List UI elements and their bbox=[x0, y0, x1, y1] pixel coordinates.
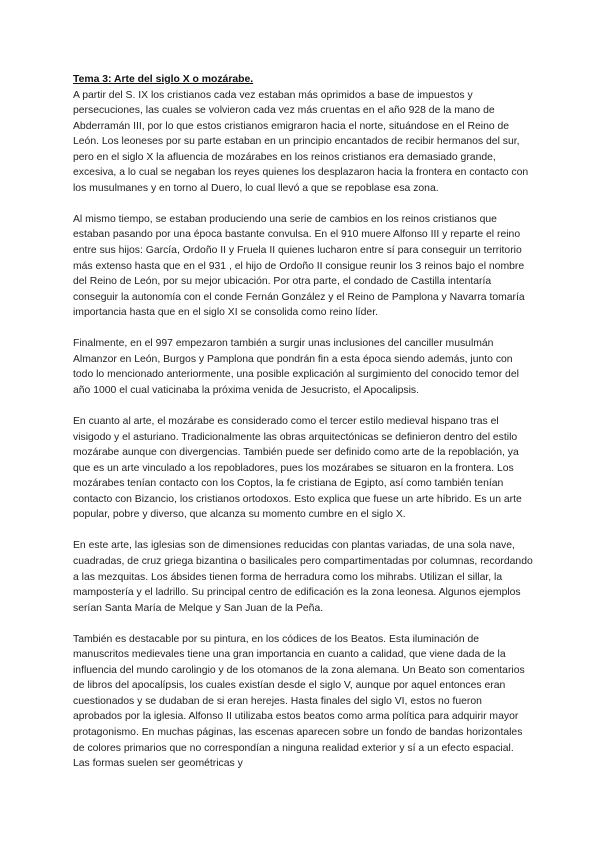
paragraph-mozarabic-art: En cuanto al arte, el mozárabe es considerado como el tercer estilo medieval hispano tras el visigodo y el asturiano. Tradicionalmente las obras arquitectónicas se definieron dentro del estilo mozárabe aunque con divergencias. También puede ser definido como arte de la repoblación, ya que es un arte vinculado a los repobladores, pues los mozárabes se situaron en la frontera. Los mozárabes tenían contacto con los Coptos, la fe cristiana de Egipto, así como también tenían contacto con Bizancio, los cristianos ortodoxos. Esto explica que fuese un arte híbrido. Es un arte popular, pobre y diverso, que alcanza su momento cumbre en el siglo X. bbox=[73, 416, 522, 521]
paragraph-churches: En este arte, las iglesias son de dimensiones reducidas con plantas variadas, de una sola nave, cuadradas, de cruz griega bizantina o basilicales pero compartimentadas por columnas, recordando a las mezquitas. Los ábsides tienen forma de herradura como los mihrabs. Utilizan el sillar, la mampostería y el ladrillo. Su principal centro de edificación es la zona leonesa. Algunos ejemplos serían Santa María de Melque y San Juan de la Peña. bbox=[73, 540, 533, 614]
paragraph-emigration: A partir del S. IX los cristianos cada vez estaban más oprimidos a base de impuestos y persecuciones, las cuales se volvieron cada vez más cruentas en el año 928 de la mano de Abderramán III, por lo que estos cristianos emigraron hacia el norte, situándose en el Reino de León. Los leoneses por su parte estaban en un principio encantados de recibir hermanos del sur, pero en el siglo X la afluencia de mozárabes en los reinos cristianos era demasiado grande, excesiva, a lo cual se negaban los reyes quienes los desplazaron hacia la frontera en contacto con los musulmanes y en torno al Duero, lo cual llevó a que se repoblase esa zona. bbox=[73, 89, 529, 194]
paragraph-almanzor: Finalmente, en el 997 empezaron también a surgir unas inclusiones del canciller musulmán Almanzor en León, Burgos y Pamplona que pondrán fin a esta época siendo además, junto con todo lo mencionado anteriormente, una posible explicación al surgimiento del conocido temor del año 1000 el cual vaticinaba la próxima venida de Jesucristo, el Apocalipsis. bbox=[73, 338, 519, 396]
document-title: Tema 3: Arte del siglo X o mozárabe. bbox=[73, 74, 254, 85]
paragraph-beatos: También es destacable por su pintura, en los códices de los Beatos. Esta iluminación de manuscritos medievales tiene una gran importancia en cuanto a calidad, que viene dada de la influencia del mundo carolingio y de los otomanos de la zona alemana. Un Beato son comentarios de libros del apocalípsis, los cuales existían desde el siglo V, aunque por aquel entonces eran cuestionados y se dudaban de si eran herejes. Hasta finales del siglo VI, estos no fueron aprobados por la iglesia. Alfonso II utilizaba estos beatos como arma política para adquirir mayor protagonismo. En muchas páginas, las escenas aparecen sobre un fondo de bandas horizontales de colores primarios que no correspondían a ninguna realidad exterior y sí a un efecto espacial. Las formas suelen ser geométricas y bbox=[73, 633, 525, 770]
paragraph-christian-kingdoms: Al mismo tiempo, se estaban produciendo una serie de cambios en los reinos cristianos que estaban pasando por una época bastante convulsa. En el 910 muere Alfonso III y reparte el reino entre sus hijos: García, Ordoño II y Fruela II quienes lucharon entre sí para conseguir un territorio más extenso hasta que en el 931 , el hijo de Ordoño II consigue reunir los 3 reinos bajo el nombre del Reino de León, por su mejor ubicación. Por otra parte, el condado de Castilla intentaría conseguir la autonomía con el conde Fernán González y el Reino de Pamplona y Navarra tomaría importancia hasta que en el siglo XI se consolida como reino líder. bbox=[73, 213, 525, 319]
document-body bbox=[73, 72, 533, 787]
